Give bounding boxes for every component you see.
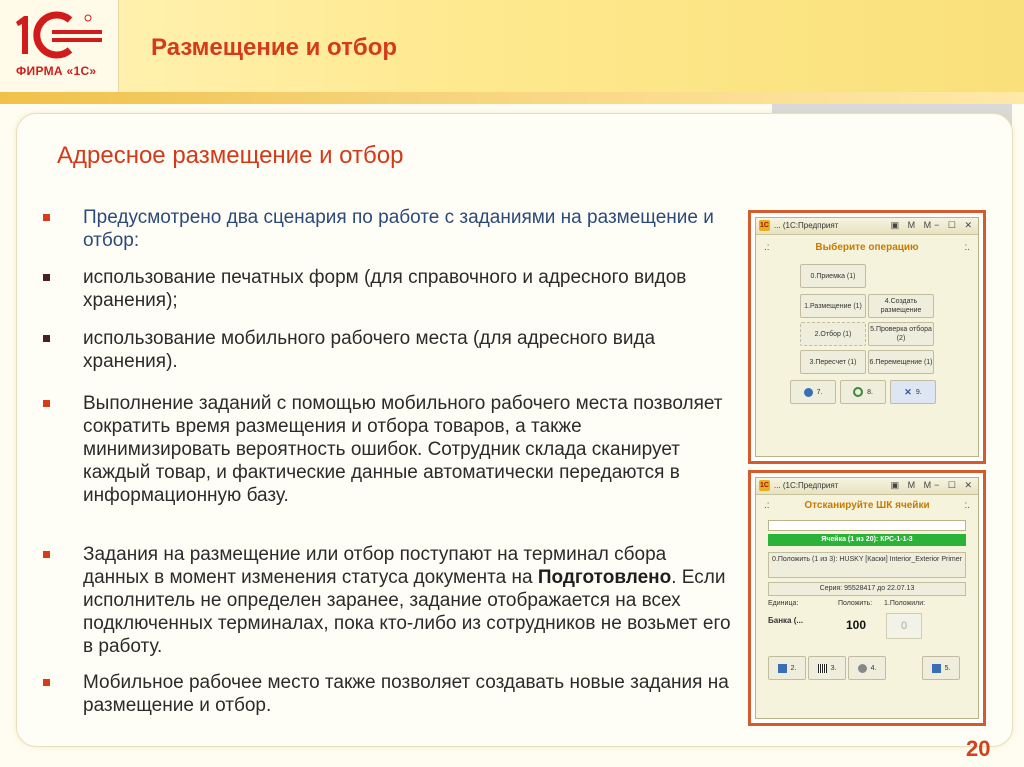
unit-label: Единица: [768,600,799,607]
action-button-2-label: 2. [790,664,797,672]
bullet-icon [43,335,50,342]
list-item [43,671,733,717]
check-picking-button[interactable]: 5.Проверка отбора (2) [868,322,934,346]
bullet-text: Мобильное рабочее место также позволяет создавать новые задания на размещение и отбор. [83,672,729,716]
operation-heading: Выберите операцию [815,242,919,253]
bullet-icon [43,400,50,407]
screenshot-operation-menu [748,210,986,464]
create-placement-button[interactable]: 4.Создать размещение [868,294,934,318]
list-item [43,392,733,507]
app-icon: 1С [760,482,769,489]
screenshot-scan-cell [748,470,986,726]
receiving-button[interactable]: 0.Приемка (1) [800,264,866,288]
placement-button[interactable]: 1.Размещение (1) [800,294,866,318]
barcode-icon [818,664,827,673]
bullet-text-before: Задания на размещение или отбор поступают на терминал сбора данных в момент изменения статуса документа на [83,544,667,588]
mobile-window [755,217,979,457]
series-info[interactable]: Серия: 95528417 до 22.07.13 [768,582,966,596]
info-button-label: 7. [816,388,823,396]
bullet-text-bold: Подготовлено [537,567,672,588]
dots-left: .: [764,500,770,511]
action-button-3[interactable] [808,656,846,680]
logo-text: ФИРМА «1С» [16,64,97,78]
refresh-icon [853,387,863,397]
section-subtitle: Адресное размещение и отбор [57,142,404,169]
list-item [43,206,733,252]
bullet-icon [43,551,50,558]
unit-value: Банка (... [768,616,804,625]
action-button-3-label: 3. [830,664,837,672]
window-titlebar [756,218,978,235]
quantity-put-field[interactable]: 0 [886,613,922,639]
picking-button[interactable]: 2.Отбор (1) [800,322,866,346]
dots-right: :. [964,242,970,253]
logo [0,0,119,92]
action-button-5-label: 5. [944,664,951,672]
list-item [43,543,733,658]
movement-button[interactable]: 6.Перемещение (1) [868,350,934,374]
dots-right: :. [964,500,970,511]
close-button-label: 9. [915,388,922,396]
bullet-icon [43,214,50,221]
bullet-text-after: . Если исполнитель не определен заранее, задание отображается на всех подключенных терминалах, пока кто-либо из сотрудников не возьмет его в работу. [83,567,731,657]
action-button-4[interactable] [848,656,886,680]
dots-left: .: [764,242,770,253]
recount-button[interactable]: 3.Пересчет (1) [800,350,866,374]
screen-icon [932,664,941,673]
header-band [0,92,1024,104]
settings-icon [858,664,867,673]
window-title: ... (1С:Предприят [774,481,839,490]
quantity-to-put: 100 [846,618,867,632]
put-done-label: 1.Положили: [884,600,926,607]
refresh-button-label: 8. [867,388,873,396]
mobile-window [755,477,979,719]
window-controls[interactable]: ▣ M M− ☐ ✕ [890,220,975,230]
list-item [43,266,733,312]
window-controls[interactable]: ▣ M M− ☐ ✕ [890,480,975,490]
close-button[interactable] [890,380,936,404]
bullet-text: Выполнение заданий с помощью мобильного рабочего места позволяет сократить время размещения и отбора товаров, а также минимизировать вероятность ошибок. Сотрудник склада сканирует каждый товар, и фактические данные автоматически передаются в информационную базу. [83,393,723,506]
info-button[interactable] [790,380,836,404]
bullet-text: использование печатных форм (для справочного и адресного видов хранения); [83,267,687,311]
cell-status-bar: Ячейка (1 из 20): КРС-1-1-3 [768,534,966,546]
info-icon [804,388,813,397]
window-titlebar [756,478,978,495]
bullet-icon [43,679,50,686]
put-label: Положить: [838,600,873,607]
bullet-text: использование мобильного рабочего места (для адресного вида хранения). [83,328,656,372]
action-button-4-label: 4. [870,664,877,672]
item-info[interactable]: 0.Положить (1 из 3): HUSKY [Каски] Interior_Exterior Primer [768,552,966,578]
bullet-text: Предусмотрено два сценария по работе с заданиями на размещение и отбор: [83,207,714,251]
action-button-2[interactable] [768,656,806,680]
refresh-button[interactable] [840,380,886,404]
page-number: 20 [966,736,991,761]
1c-logo-icon [12,10,106,60]
slide-title: Размещение и отбор [151,34,398,61]
app-icon: 1С [760,222,769,229]
list-item [43,327,733,373]
window-title: ... (1С:Предприят [774,221,839,230]
bullet-icon [43,274,50,281]
barcode-input[interactable] [768,520,966,531]
action-button-5[interactable] [922,656,960,680]
document-icon [778,664,787,673]
scan-heading: Отсканируйте ШК ячейки [804,500,930,511]
close-icon: ✕ [904,386,912,397]
